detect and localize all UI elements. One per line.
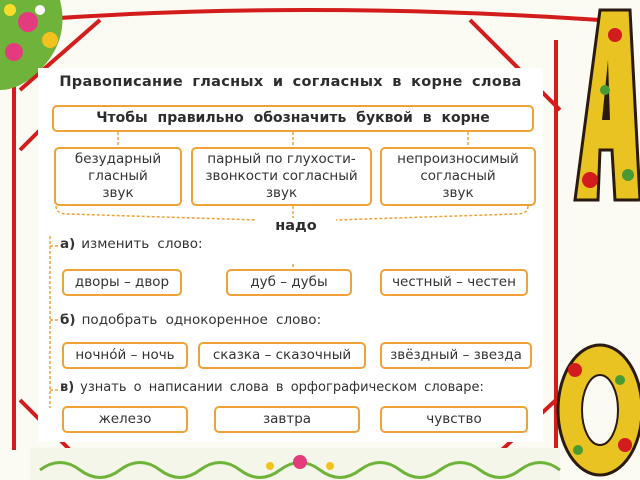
case-line: звук: [442, 185, 474, 201]
case-paired-consonant: [191, 147, 372, 206]
rule-banner: Чтобы правильно обозначить буквой в корне: [52, 105, 534, 132]
case-line: звук: [102, 185, 134, 201]
case-line: согласный: [420, 168, 496, 184]
example-box: завтра: [214, 406, 360, 433]
example-box: звёздный – звезда: [380, 342, 532, 369]
case-line: парный по глухости-: [207, 151, 356, 167]
case-silent-consonant: [380, 147, 536, 206]
example-box: дворы – двор: [62, 269, 182, 296]
rule-card: [38, 68, 543, 442]
step-marker: а): [60, 236, 76, 252]
page-title: Правописание гласных и согласных в корне слова: [59, 74, 522, 90]
example-box: чувство: [380, 406, 528, 433]
case-line: звук: [265, 185, 298, 201]
letter-o-ornament: [558, 345, 640, 475]
case-line: непроизносимый: [397, 151, 519, 167]
step-c: [60, 380, 484, 395]
example-box: честный – честен: [380, 269, 528, 296]
case-unstressed-vowel: [54, 147, 182, 206]
example-box: дуб – дубы: [226, 269, 352, 296]
bottom-ornament-strip: [30, 448, 560, 480]
case-line: безударный: [74, 151, 162, 167]
case-line: звонкости согласный: [205, 168, 358, 184]
step-a: [60, 236, 203, 252]
connector-word: надо: [256, 218, 336, 234]
step-text: изменить слово:: [81, 236, 203, 252]
step-b: [60, 312, 321, 328]
case-line: гласный: [88, 168, 148, 184]
example-box: железо: [62, 406, 188, 433]
step-marker: б): [60, 312, 76, 328]
example-box: ночно́й – ночь: [62, 342, 188, 369]
step-text: узнать о написании слова в орфографическом словаре:: [80, 380, 484, 395]
step-marker: в): [60, 380, 75, 395]
example-box: сказка – сказочный: [198, 342, 366, 369]
step-text: подобрать однокоренное слово:: [81, 312, 322, 328]
